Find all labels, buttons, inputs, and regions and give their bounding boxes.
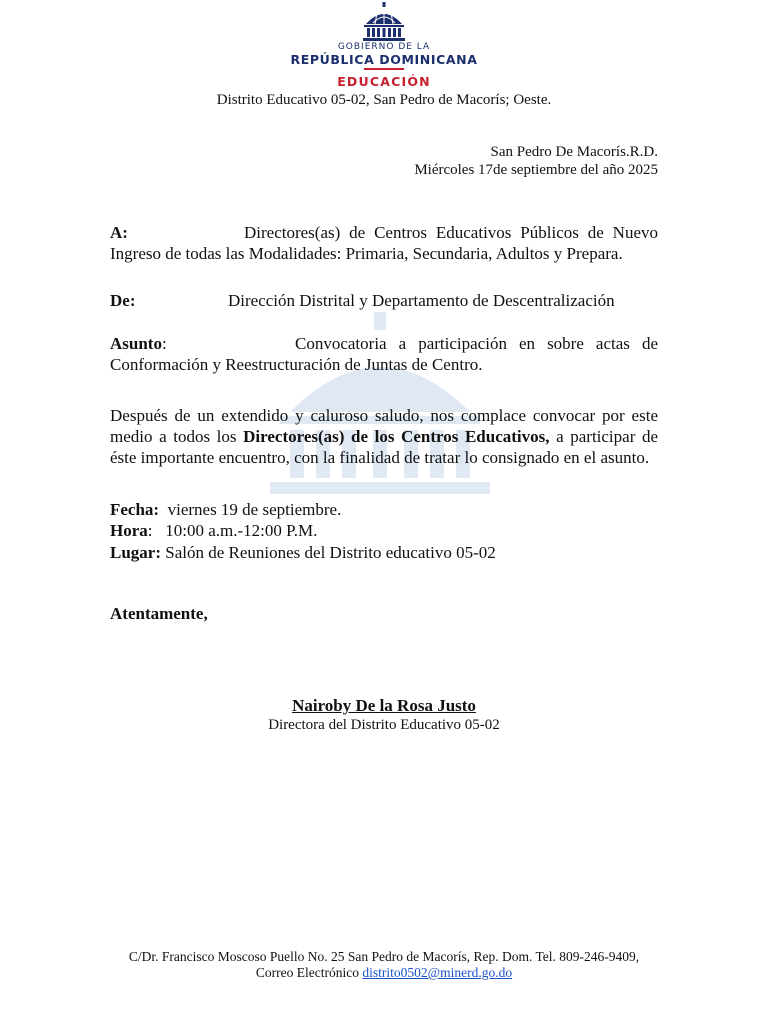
signer-title: Directora del Distrito Educativo 05-02	[268, 717, 500, 733]
footer-email-link[interactable]: distrito0502@minerd.go.do	[362, 965, 513, 980]
recipient-text-rest: Ingreso de todas las Modalidades: Primaria, Secundaria, Adultos y Prepara.	[110, 244, 623, 263]
logo-divider	[364, 68, 404, 70]
ministry-name: EDUCACIÓN	[337, 74, 431, 89]
dominican-government-seal-icon	[0, 2, 768, 42]
sender-label: De:	[110, 291, 136, 310]
gov-line-2: REPÚBLICA DOMINICANA	[290, 52, 478, 67]
closing: Atentamente,	[110, 604, 208, 623]
recipient-text-first: Directores(as) de Centros Educativos Públicos de Nuevo	[244, 223, 658, 242]
gov-line-1: GOBIERNO DE LA	[337, 42, 431, 52]
hora-value: : 10:00 a.m.-12:00 P.M.	[147, 521, 318, 540]
lugar-label: Lugar:	[110, 543, 161, 562]
fecha-label: Fecha:	[110, 500, 160, 519]
dateline-place: San Pedro De Macorís.R.D.	[490, 144, 658, 160]
recipient-label: A:	[110, 223, 128, 242]
district-line: Distrito Educativo 05-02, San Pedro de Macorís; Oeste.	[216, 92, 552, 108]
dateline	[414, 143, 658, 179]
recipient-block	[110, 222, 658, 264]
lugar-line	[110, 542, 496, 563]
subject-text-rest: Conformación y Reestructuración de Juntas de Centro.	[110, 355, 483, 374]
subject-text-first: Convocatoria a participación en sobre actas de	[295, 334, 658, 353]
hora-label: Hora	[110, 521, 148, 540]
subject-colon: :	[161, 334, 167, 353]
lugar-value: Salón de Reuniones del Distrito educativo 05-02	[161, 543, 496, 562]
signer-name: Nairoby De la Rosa Justo	[292, 696, 476, 715]
dateline-date: Miércoles 17de septiembre del año 2025	[414, 162, 658, 178]
footer	[0, 949, 768, 981]
fecha-value: viernes 19 de septiembre.	[159, 500, 342, 519]
sender-text: Dirección Distrital y Departamento de Descentralización	[228, 291, 615, 310]
subject-block	[110, 333, 658, 375]
body-text-after: a participar de éste importante encuentro, con la finalidad de tratar lo consignado en el asunto.	[110, 427, 659, 467]
body-text-before: Después de un extendido y caluroso saludo, nos complace convocar por este medio a todos los	[110, 406, 658, 446]
footer-address: C/Dr. Francisco Moscoso Puello No. 25 San Pedro de Macorís, Rep. Dom. Tel. 809-246-9409,	[128, 949, 640, 964]
body-text-bold: Directores(as) de los Centros Educativos,	[243, 427, 550, 446]
fecha-line	[110, 499, 341, 520]
body-paragraph	[110, 405, 658, 468]
subject-label: Asunto	[110, 334, 162, 353]
sender-block	[110, 290, 658, 311]
footer-email-label: Correo Electrónico	[255, 965, 363, 980]
hora-line	[110, 520, 317, 541]
